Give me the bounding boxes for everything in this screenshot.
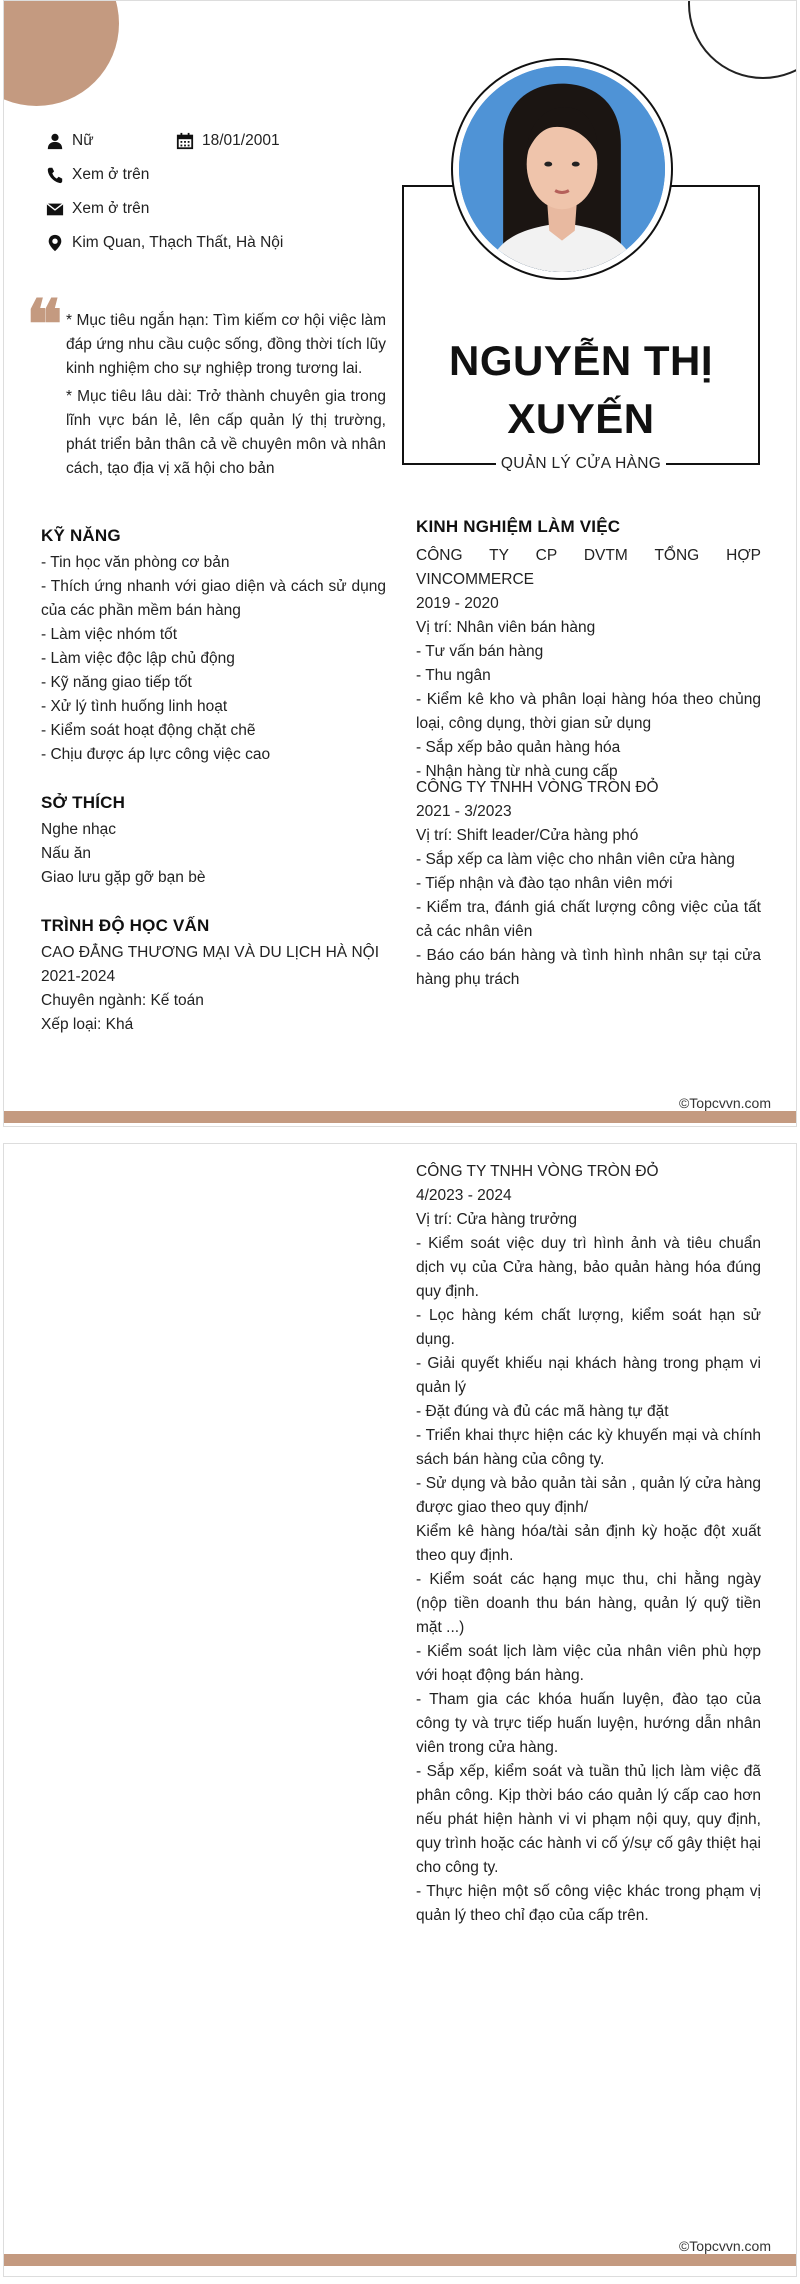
list-item: - Tiếp nhận và đào tạo nhân viên mới [416,875,673,892]
list-item: - Kiểm soát các hạng mục thu, chi hằng ngày (nộp tiền doanh thu bán hàng, quản lý quỹ tiền mặt ...) [416,1571,761,1636]
address-value: Kim Quan, Thạch Thất, Hà Nội [72,234,284,251]
study-period: 2021-2024 [41,968,116,985]
phone-value: Xem ở trên [72,166,150,183]
phone-icon [46,166,64,184]
list-item: - Kiểm kê kho và phân loại hàng hóa theo chủng loại, công dụng, thời gian sử dụng [416,691,761,732]
list-item: Giao lưu gặp gỡ bạn bè [41,869,206,886]
hobbies-list [41,818,386,890]
grade: Xếp loại: Khá [41,1016,134,1033]
list-item: - Làm việc độc lập chủ động [41,650,235,667]
quote-icon: ❝ [26,285,63,365]
list-item: - Tin học văn phòng cơ bản [41,554,230,571]
education-list [41,941,386,1037]
footer-bar [4,2254,796,2266]
decorative-circle [3,0,119,106]
list-item: - Lọc hàng kém chất lượng, kiểm soát hạn sử dụng. [416,1307,761,1348]
job-position: Vị trí: Cửa hàng trưởng [416,1211,578,1228]
footer-brand: ©Topcvvn.com [678,2238,771,2254]
envelope-icon [46,200,64,218]
list-item: - Thu ngân [416,667,491,684]
name-line-1: NGUYỄN THỊ [448,337,713,384]
person-icon [46,132,64,150]
list-item: - Nhận hàng từ nhà cung cấp [416,763,618,780]
list-item: Nấu ăn [41,845,91,862]
job-period: 4/2023 - 2024 [416,1187,512,1204]
list-item: - Kiểm soát lịch làm việc của nhân viên phù hợp với hoạt động bán hàng. [416,1643,761,1684]
gender-row [46,129,94,153]
job-title: QUẢN LÝ CỬA HÀNG [496,452,666,476]
job-1 [416,544,761,784]
job-period: 2021 - 3/2023 [416,803,512,820]
list-item: - Kiểm soát việc duy trì hình ảnh và tiêu chuẩn dịch vụ của Cửa hàng, bảo quản hàng hóa đúng quy định. [416,1235,761,1300]
cv-page-1 [3,0,797,1127]
footer-brand: ©Topcvvn.com [678,1095,771,1111]
footer-bar [4,1111,796,1123]
list-item: - Sắp xếp, kiểm soát và tuần thủ lịch làm việc đã phân công. Kịp thời báo cáo quản lý cấp cao hơn nếu phát hiện hành vi vi phạm nội quy, quy định, quy trình hoặc các hành vi cố ý/sự cố gây thiệt hại cho công ty. [416,1763,761,1876]
job-3 [416,1160,761,1928]
list-item: - Chịu được áp lực công việc cao [41,746,271,763]
list-item: - Thực hiện một số công việc khác trong phạm vị quản lý theo chỉ đạo của cấp trên. [416,1883,761,1924]
list-item: - Kỹ năng giao tiếp tốt [41,674,192,691]
list-item: - Xử lý tình huống linh hoạt [41,698,228,715]
profile-photo-frame [451,58,673,280]
job-period: 2019 - 2020 [416,595,499,612]
education-title: TRÌNH ĐỘ HỌC VẤN [41,916,210,935]
skills-title: KỸ NĂNG [41,526,121,545]
long-term-goal: * Mục tiêu lâu dài: Trở thành chuyên gia trong lĩnh vực bán lẻ, lên cấp quản lý thị trường, phát triển bản thân cả về chuyên môn và nhân cách, tạo địa vị xã hội cho bản [66,388,386,477]
calendar-icon [176,132,194,150]
hobbies-title: SỞ THÍCH [41,793,126,812]
major: Chuyên ngành: Kế toán [41,992,204,1009]
list-item: - Giải quyết khiếu nại khách hàng trong phạm vi quản lý [416,1355,761,1396]
career-goals [66,309,386,481]
list-item: Kiểm kê hàng hóa/tài sản định kỳ hoặc đột xuất theo quy định. [416,1523,761,1564]
list-item: - Báo cáo bán hàng và tình hình nhân sự tại cửa hàng phụ trách [416,947,761,988]
job-position: Vị trí: Nhân viên bán hàng [416,619,596,636]
company-name: CÔNG TY TNHH VÒNG TRÒN ĐỎ [416,779,659,796]
list-item: - Kiểm tra, đánh giá chất lượng công việc của tất cả các nhân viên [416,899,761,940]
school-name: CAO ĐẲNG THƯƠNG MẠI VÀ DU LỊCH HÀ NỘI [41,944,380,961]
list-item: - Triển khai thực hiện các kỳ khuyến mại và chính sách bán hàng của công ty. [416,1427,761,1468]
list-item: - Sắp xếp bảo quản hàng hóa [416,739,621,756]
skills-list [41,551,386,767]
list-item: - Đặt đúng và đủ các mã hàng tự đặt [416,1403,669,1420]
birthdate-row [176,129,280,153]
email-value: Xem ở trên [72,200,150,217]
gender-value: Nữ [72,132,94,149]
location-pin-icon [46,234,64,252]
job-2 [416,776,761,992]
short-term-goal: * Mục tiêu ngắn hạn: Tìm kiếm cơ hội việc làm đáp ứng nhu cầu cuộc sống, đồng thời tích lũy kinh nghiệm cho sự nghiệp trong tương lai. [66,312,386,377]
address-row [46,231,283,255]
experience-title: KINH NGHIỆM LÀM VIỆC [416,517,621,536]
name-line-2: XUYẾN [507,395,655,442]
portrait-illustration [459,66,665,272]
list-item: - Kiểm soát hoạt động chặt chẽ [41,722,256,739]
job-position: Vị trí: Shift leader/Cửa hàng phó [416,827,639,844]
decorative-ring [688,0,797,79]
list-item: - Sử dụng và bảo quản tài sản , quản lý cửa hàng được giao theo quy định/ [416,1475,761,1516]
phone-row [46,163,149,187]
profile-photo [459,66,665,272]
company-name: CÔNG TY TNHH VÒNG TRÒN ĐỎ [416,1163,659,1180]
cv-page-2 [3,1143,797,2277]
list-item: - Tham gia các khóa huấn luyện, đào tạo của công ty và trực tiếp huấn luyện, hướng dẫn nhân viên trong cửa hàng. [416,1691,761,1756]
email-row [46,197,149,221]
list-item: - Sắp xếp ca làm việc cho nhân viên cửa hàng [416,851,735,868]
list-item: - Thích ứng nhanh với giao diện và cách sử dụng của các phần mềm bán hàng [41,578,386,619]
list-item: - Tư vấn bán hàng [416,643,544,660]
list-item: - Làm việc nhóm tốt [41,626,178,643]
company-name: CÔNG TY CP DVTM TỔNG HỢP VINCOMMERCE [416,547,761,588]
birthdate-value: 18/01/2001 [202,132,280,149]
list-item: Nghe nhạc [41,821,116,838]
